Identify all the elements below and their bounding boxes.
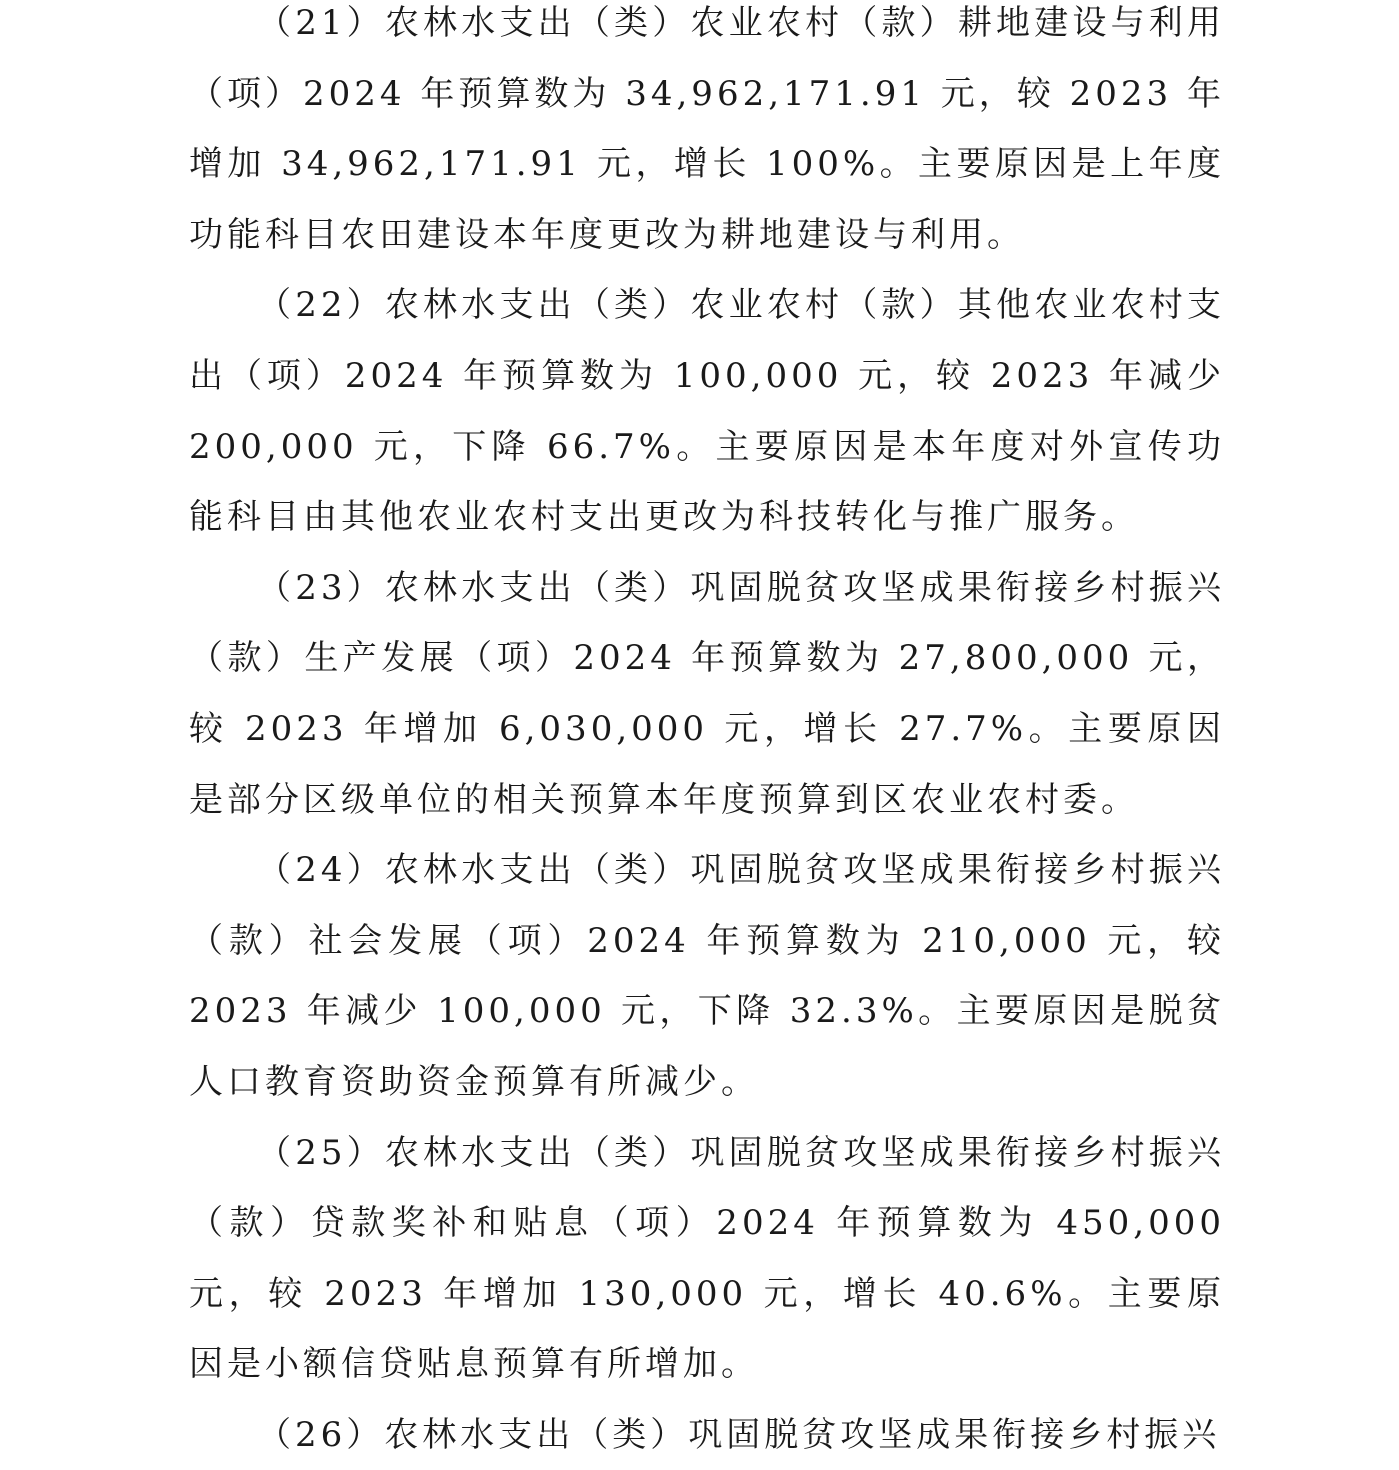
paragraph-21: （21）农林水支出（类）农业农村（款）耕地建设与利用（项）2024 年预算数为 34,962,171.91 元，较 2023 年增加 34,962,171.91 元，增长 100%。主要原因是上年度功能科目农田建设本年度更改为耕地建设与利用。 xyxy=(189,3,1225,255)
paragraph-24: （24）农林水支出（类）巩固脱贫攻坚成果衔接乡村振兴（款）社会发展（项）2024 年预算数为 210,000 元，较 2023 年减少 100,000 元，下降 32.3%。主要原因是脱贫人口教育资助资金预算有所减少。 xyxy=(189,850,1225,1102)
document-body xyxy=(189,0,1225,1470)
paragraph-23: （23）农林水支出（类）巩固脱贫攻坚成果衔接乡村振兴（款）生产发展（项）2024 年预算数为 27,800,000 元，较 2023 年增加 6,030,000 元，增长 27.7%。主要原因是部分区级单位的相关预算本年度预算到区农业农村委。 xyxy=(189,567,1225,820)
paragraph-22: （22）农林水支出（类）农业农村（款）其他农业农村支出（项）2024 年预算数为 100,000 元，较 2023 年减少 200,000 元，下降 66.7%。主要原因是本年度对外宣传功能科目由其他农业农村支出更改为科技转化与推广服务。 xyxy=(189,285,1225,538)
paragraph-26: （26）农林水支出（类）巩固脱贫攻坚成果衔接乡村振兴 xyxy=(257,1414,1221,1455)
paragraph-25: （25）农林水支出（类）巩固脱贫攻坚成果衔接乡村振兴（款）贷款奖补和贴息（项）2024 年预算数为 450,000 元，较 2023 年增加 130,000 元，增长 40.6%。主要原因是小额信贷贴息预算有所增加。 xyxy=(189,1132,1225,1385)
